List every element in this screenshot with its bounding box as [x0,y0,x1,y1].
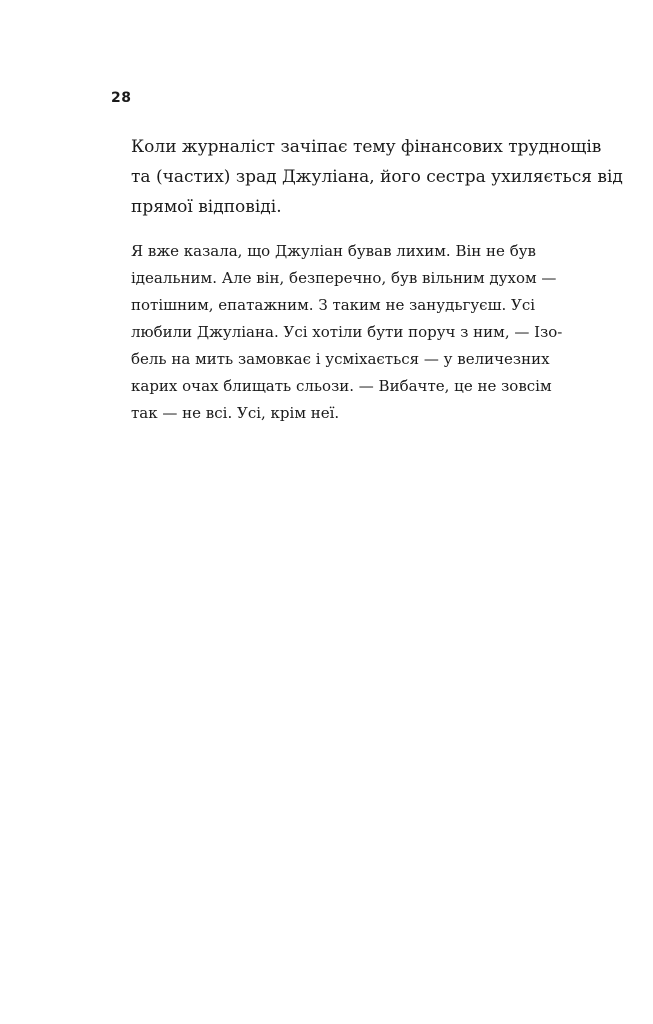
intro-line: та (частих) зрад Джуліана, його сестра ухиляється від [131,167,623,187]
intro-line: прямої відповіді. [131,197,282,217]
quote-line: любили Джуліана. Усі хотіли бути поруч з ним, — Ізо- [131,323,563,341]
quote-paragraph [131,238,591,427]
quote-line: Я вже казала, що Джуліан бував лихим. Він не був [131,242,536,260]
quote-line: карих очах блищать сльози. — Вибачте, це не зовсім [131,377,552,395]
page-number: 28 [111,90,132,106]
quote-line: потішним, епатажним. З таким не занудьгуєш. Усі [131,296,536,314]
intro-paragraph [131,132,623,222]
quote-line: ідеальним. Але він, безперечно, був вільним духом — [131,269,557,287]
intro-line: Коли журналіст зачіпає тему фінансових труднощів [131,137,602,157]
quote-line: бель на мить замовкає і усміхається — у величезних [131,350,550,368]
quote-line: так — не всі. Усі, крім неї. [131,404,340,422]
